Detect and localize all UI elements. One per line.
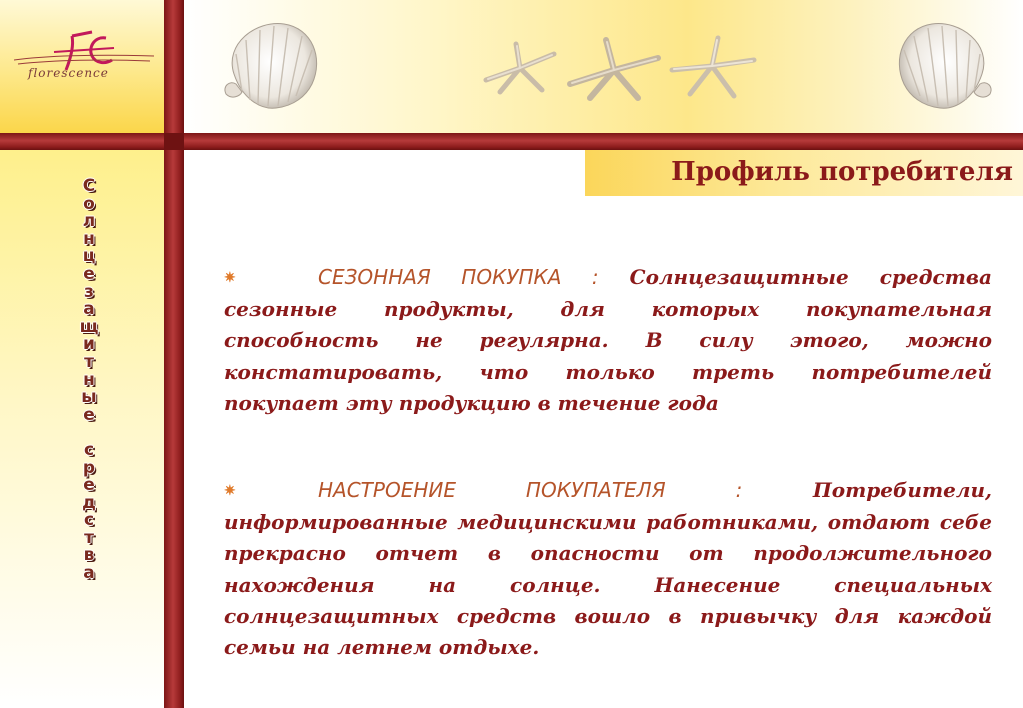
starfish-icon (668, 34, 758, 100)
sidebar-letter: с (83, 510, 97, 531)
sidebar-letter: р (82, 457, 98, 478)
sidebar-letter: е (83, 263, 97, 284)
seashell-icon (890, 14, 1000, 114)
sidebar-letter: ц (82, 246, 98, 267)
sidebar-letter: е (83, 475, 97, 496)
sidebar-letter: е (83, 404, 97, 425)
sidebar-letter: н (83, 228, 97, 249)
sidebar-letter: и (83, 334, 97, 355)
sidebar-letter: н (83, 369, 97, 390)
bullet-icon: ✷ (224, 483, 236, 499)
starfish-icon (480, 40, 560, 96)
sidebar-letter: в (83, 545, 97, 566)
horizontal-divider-bar (0, 133, 1023, 150)
brand-logo (10, 26, 160, 96)
logo-text: florescence (28, 66, 109, 80)
sidebar-letter: щ (79, 316, 101, 337)
item-heading: СЕЗОННАЯ ПОКУПКА : (318, 265, 599, 289)
page-title: Профиль потребителя (671, 157, 1013, 187)
vertical-divider-bar (164, 0, 184, 708)
seashell-icon (216, 14, 326, 114)
divider-crossing (164, 133, 184, 150)
sidebar-letter: т (84, 527, 96, 548)
sidebar-vertical-letters (80, 178, 101, 583)
sidebar-letter: о (83, 193, 97, 214)
sidebar-letter: т (84, 351, 96, 372)
item-text: Потребители, информированные медицинскими работниками, отдают себе прекрасно отчет в опасности от продолжительного нахождения на солнце. Нанесение специальных солнцезащитных средств вошло в привычку для каждой семьи на летнем отдыхе. (224, 478, 992, 660)
sidebar-letter: с (83, 439, 97, 460)
sidebar-letter: л (82, 211, 98, 232)
content-item (224, 262, 992, 419)
title-banner (585, 150, 1023, 196)
content-item (224, 475, 992, 663)
starfish-icon (566, 36, 662, 102)
sidebar-letter: д (82, 492, 98, 513)
sidebar-letter: а (83, 299, 97, 320)
bullet-icon: ✷ (224, 270, 236, 286)
item-text: Солнцезащитные средства сезонные продукты, для которых покупательная способность не регулярна. В силу этого, можно констатировать, что только треть потребителей покупает эту продукцию в течение года (224, 265, 992, 415)
sidebar-letter: з (84, 281, 96, 302)
sidebar-letter: ы (81, 387, 99, 408)
sidebar-letter: С (82, 176, 98, 196)
sidebar-vertical-text (62, 178, 118, 583)
item-heading: НАСТРОЕНИЕ ПОКУПАТЕЛЯ : (318, 478, 743, 502)
sidebar-letter: а (83, 563, 97, 584)
